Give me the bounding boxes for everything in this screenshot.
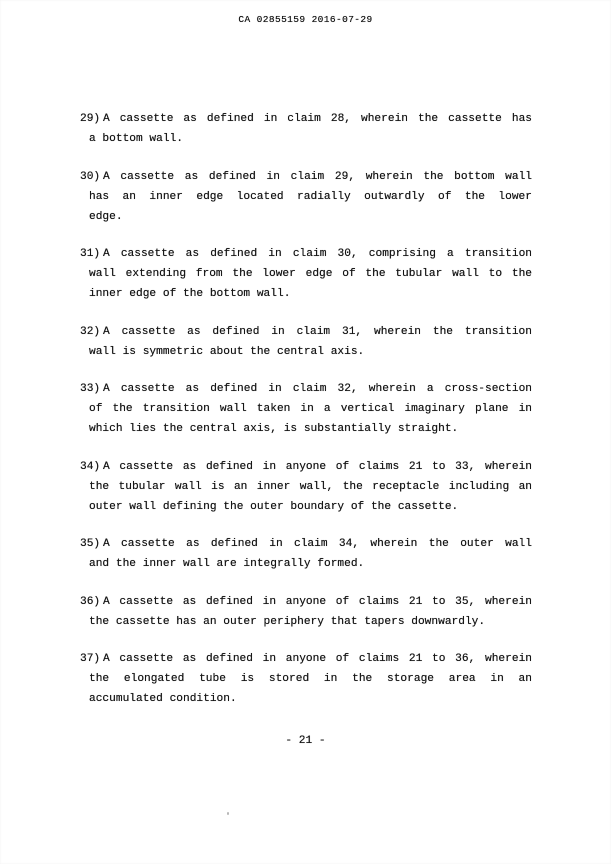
claim-line: inner edge of the bottom wall.	[89, 288, 291, 300]
claim-line: A cassette as defined in claim 31, wherein the transition	[103, 325, 532, 338]
claim-line: A cassette as defined in claim 32, wherein a cross-section	[103, 383, 532, 395]
claim-text	[89, 592, 532, 632]
claim-number: 34)	[80, 460, 101, 473]
claim-text	[89, 649, 532, 709]
claim-line: A cassette as defined in claim 34, wherein the outer wall	[103, 538, 532, 550]
claim-item	[80, 167, 532, 227]
claim-line: of the transition wall taken in a vertical imaginary plane in	[89, 403, 532, 415]
claim-line: a bottom wall.	[89, 133, 183, 145]
claim-number: 35)	[80, 538, 101, 550]
claim-item	[80, 457, 532, 517]
claim-item	[80, 379, 532, 439]
claim-line: A cassette as defined in anyone of claims 21 to 33, wherein	[103, 460, 532, 473]
claim-line: outer wall defining the outer boundary of the cassette.	[89, 500, 459, 513]
claim-line: the cassette has an outer periphery that tapers downwardly.	[89, 615, 486, 628]
claim-text	[89, 379, 532, 439]
claim-line: and the inner wall are integrally formed.	[89, 558, 365, 570]
claim-item	[80, 109, 532, 149]
claim-line: A cassette as defined in claim 28, wherein the cassette has	[103, 113, 532, 125]
claim-number: 33)	[80, 383, 101, 395]
claim-number: 36)	[80, 595, 101, 608]
claim-item	[80, 534, 532, 574]
claim-number: 37)	[80, 653, 101, 665]
document-header-stamp: CA 02855159 2016-07-29	[238, 14, 373, 25]
claim-item	[80, 322, 532, 362]
claim-text	[89, 322, 532, 362]
claim-item	[80, 244, 532, 304]
claim-line: has an inner edge located radially outwardly of the lower	[89, 190, 532, 203]
claim-line: edge.	[89, 210, 123, 223]
claim-line: A cassette as defined in claim 29, wherein the bottom wall	[103, 170, 532, 183]
claim-line: which lies the central axis, is substantially straight.	[89, 423, 459, 435]
claim-text	[89, 534, 532, 574]
claim-line: A cassette as defined in anyone of claims 21 to 35, wherein	[103, 595, 532, 608]
claim-text	[89, 167, 532, 227]
page-number: - 21 -	[285, 735, 326, 747]
claim-item	[80, 592, 532, 632]
claim-line: accumulated condition.	[89, 693, 237, 705]
scan-speck-artifact	[227, 812, 229, 815]
claims-list	[80, 109, 532, 727]
claim-number: 30)	[80, 170, 101, 183]
claim-line: A cassette as defined in claim 30, comprising a transition	[103, 248, 532, 260]
claim-number: 31)	[80, 248, 101, 260]
claim-text	[89, 109, 532, 149]
claim-line: A cassette as defined in anyone of claims 21 to 36, wherein	[103, 653, 532, 665]
claim-text	[89, 244, 532, 304]
claim-number: 32)	[80, 325, 101, 338]
claim-line: the elongated tube is stored in the storage area in an	[89, 673, 532, 685]
claim-item	[80, 649, 532, 709]
claim-text	[89, 457, 532, 517]
claim-number: 29)	[80, 113, 101, 125]
claim-line: wall extending from the lower edge of the tubular wall to the	[89, 268, 532, 280]
claim-line: the tubular wall is an inner wall, the receptacle including an	[89, 480, 532, 493]
claim-line: wall is symmetric about the central axis.	[89, 345, 365, 358]
